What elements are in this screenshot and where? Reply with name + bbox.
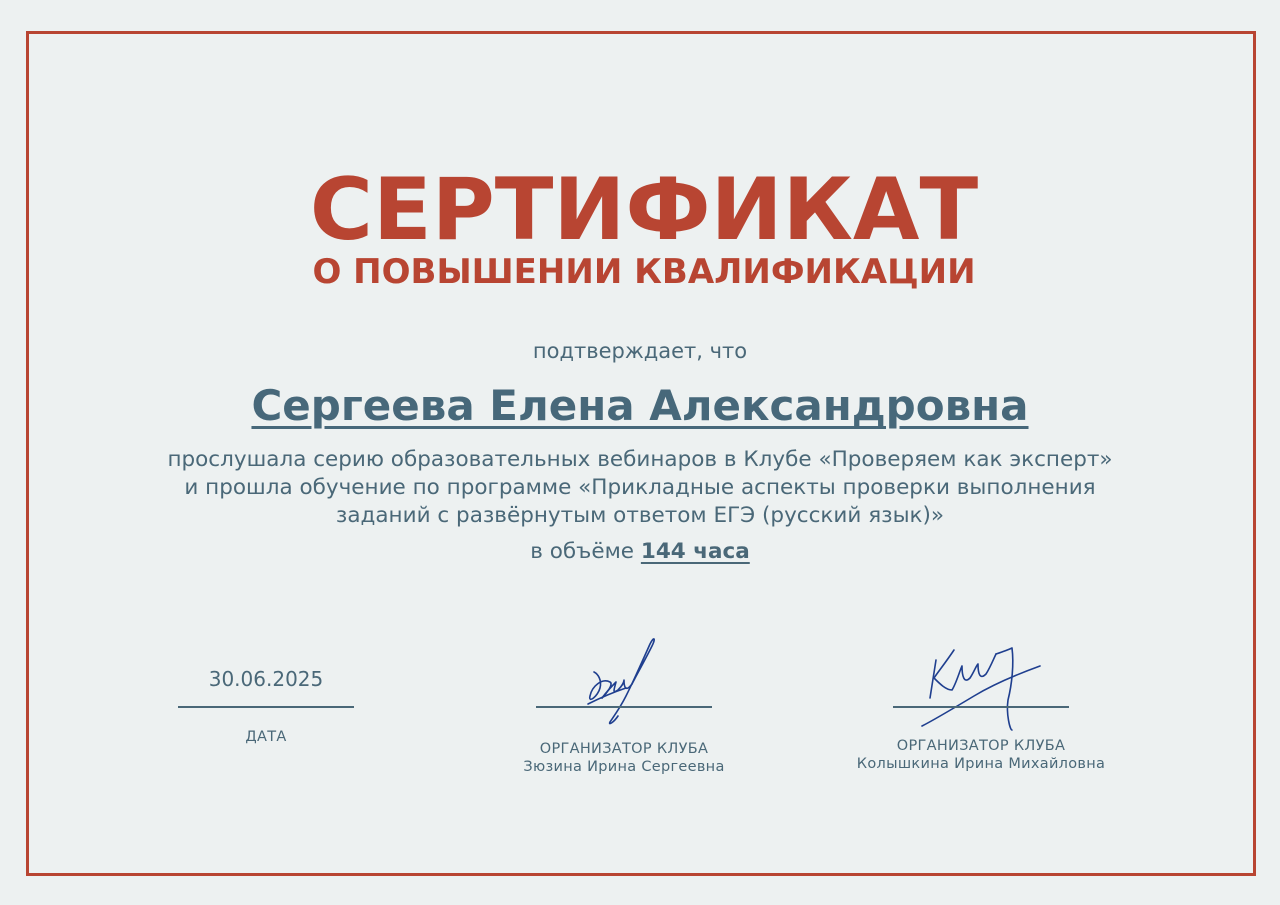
confirms-text: подтверждает, что bbox=[532, 339, 748, 363]
signature-kolyshkina bbox=[914, 644, 1048, 734]
date-label: ДАТА bbox=[245, 729, 287, 745]
issue-date: 30.06.2025 bbox=[208, 667, 324, 691]
volume-hours: 144 часа bbox=[640, 539, 750, 564]
recipient-name-text: Сергеева Елена Александровна bbox=[251, 381, 1029, 430]
organizer-2-line bbox=[893, 706, 1069, 708]
date-line bbox=[178, 706, 354, 708]
description-line: заданий с развёрнутым ответом ЕГЭ (русский язык)» bbox=[335, 503, 945, 528]
organizer-1-name: Зюзина Ирина Сергеевна bbox=[523, 759, 725, 775]
program-description bbox=[0, 446, 1280, 530]
organizer-2-name: Колышкина Ирина Михайловна bbox=[856, 756, 1106, 772]
volume-prefix: в объёме bbox=[530, 539, 635, 564]
description-line: прослушала серию образовательных вебинаров в Клубе «Проверяем как эксперт» bbox=[167, 447, 1113, 472]
certificate-subtitle: О ПОВЫШЕНИИ КВАЛИФИКАЦИИ bbox=[312, 252, 976, 292]
course-volume bbox=[0, 538, 1280, 566]
description-line: и прошла обучение по программе «Прикладные аспекты проверки выполнения bbox=[184, 475, 1096, 500]
organizer-1-role: ОРГАНИЗАТОР КЛУБА bbox=[539, 741, 709, 757]
organizer-1-line bbox=[536, 706, 712, 708]
organizer-2-role: ОРГАНИЗАТОР КЛУБА bbox=[896, 738, 1066, 754]
certificate-title: СЕРТИФИКАТ bbox=[309, 160, 979, 260]
recipient-name bbox=[0, 378, 1280, 443]
signature-zyuzina bbox=[580, 632, 664, 728]
